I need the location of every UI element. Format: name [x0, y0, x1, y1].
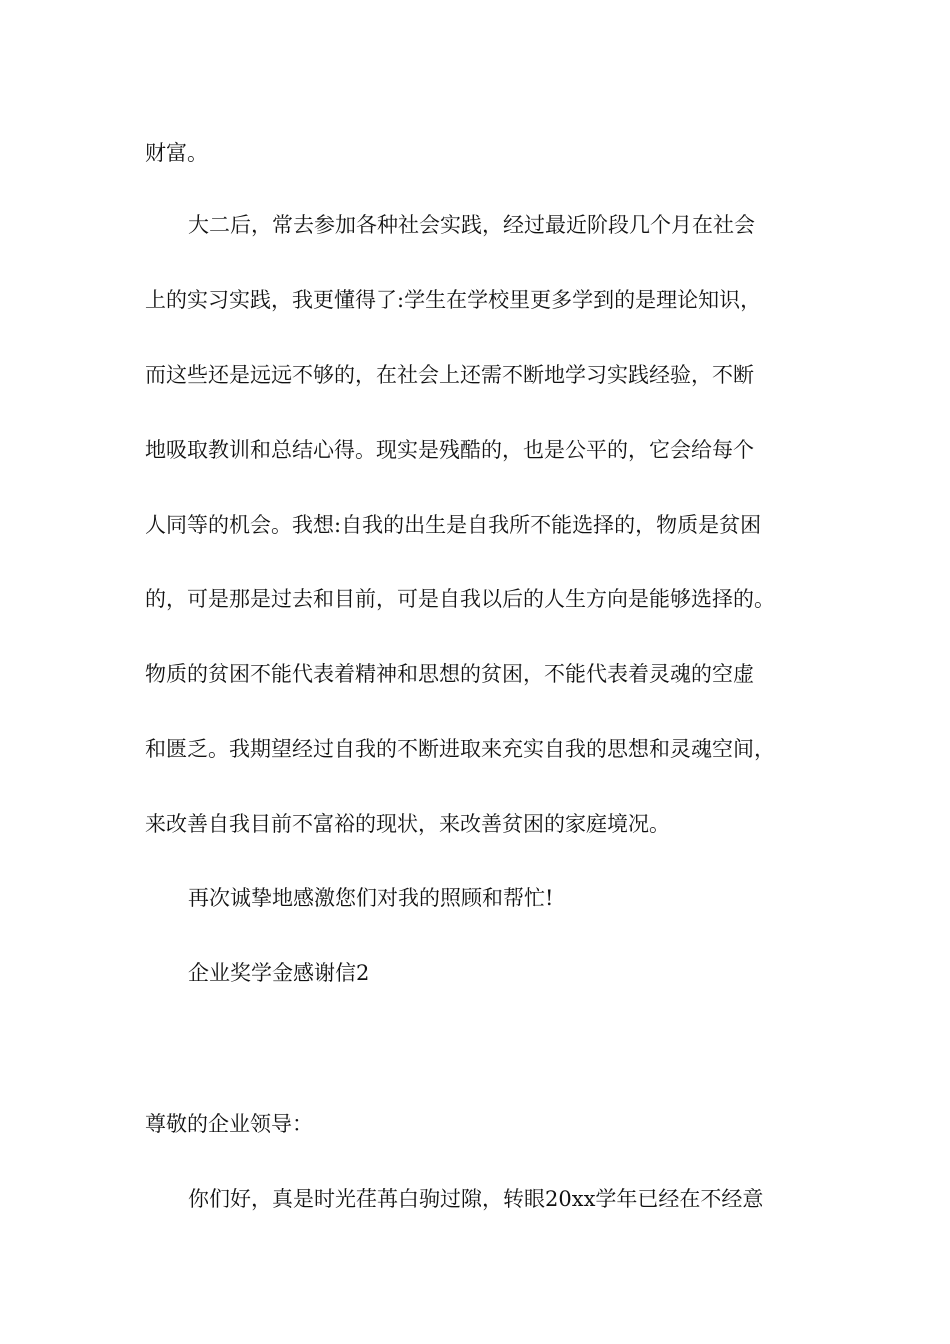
paragraph-line: 的，可是那是过去和目前，可是自我以后的人生方向是能够选择的。 — [145, 587, 775, 611]
paragraph-line: 地吸取教训和总结心得。现实是残酷的，也是公平的，它会给每个 — [145, 438, 754, 462]
paragraph-line: 物质的贫困不能代表着精神和思想的贫困，不能代表着灵魂的空虚 — [145, 662, 754, 686]
paragraph-line: 再次诚挚地感激您们对我的照顾和帮忙! — [188, 886, 554, 910]
paragraph-line: 上的实习实践，我更懂得了:学生在学校里更多学到的是理论知识， — [145, 288, 762, 312]
paragraph-line: 人同等的机会。我想:自我的出生是自我所不能选择的，物质是贫困 — [145, 513, 762, 537]
paragraph-line: 和匮乏。我期望经过自我的不断进取来充实自我的思想和灵魂空间， — [145, 737, 775, 761]
paragraph-line: 大二后，常去参加各种社会实践，经过最近阶段几个月在社会 — [188, 213, 755, 237]
paragraph-line: 而这些还是远远不够的，在社会上还需不断地学习实践经验，不断 — [145, 363, 754, 387]
paragraph-line: 来改善自我目前不富裕的现状，来改善贫困的家庭境况。 — [145, 812, 670, 836]
salutation: 尊敬的企业领导： — [145, 1112, 313, 1136]
section-heading: 企业奖学金感谢信2 — [188, 961, 370, 985]
paragraph-line: 财富。 — [145, 141, 208, 165]
paragraph-line: 你们好，真是时光荏苒白驹过隙，转眼20xx学年已经在不经意 — [188, 1187, 764, 1211]
